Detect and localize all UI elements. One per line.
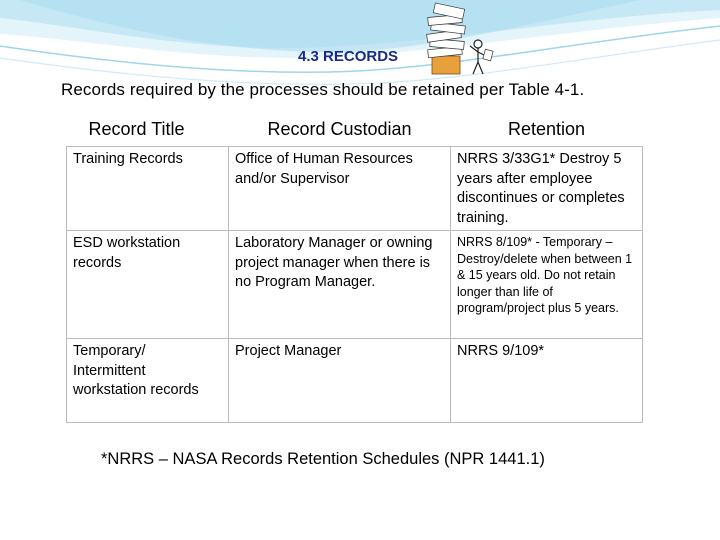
table-row: [67, 339, 643, 423]
header-record-title: Record Title: [88, 118, 185, 139]
retention-cell: NRRS 3/33G1* Destroy 5 years after employee discontinues or completes training.: [451, 147, 643, 231]
header-record-custodian: Record Custodian: [267, 118, 412, 139]
record-custodian-cell: Office of Human Resources and/or Supervisor: [229, 147, 451, 231]
table-row: [67, 231, 643, 339]
record-title-cell: ESD workstation records: [67, 231, 229, 339]
retention-cell: NRRS 8/109* - Temporary – Destroy/delete when between 1 & 15 years old. Do not retain longer than life of program/project plus 5 years.: [451, 231, 643, 339]
paperwork-stack-person-icon: [418, 0, 496, 78]
intro-text: Records required by the processes should be retained per Table 4-1.: [61, 80, 585, 99]
record-title-cell: Temporary/ Intermittent workstation records: [67, 339, 229, 423]
record-custodian-cell: Laboratory Manager or owning project manager when there is no Program Manager.: [229, 231, 451, 339]
table-row: [67, 147, 643, 231]
records-table: [66, 112, 643, 423]
slide-title: 4.3 RECORDS: [298, 48, 399, 65]
record-custodian-cell: Project Manager: [229, 339, 451, 423]
retention-cell: NRRS 9/109*: [451, 339, 643, 423]
footnote: *NRRS – NASA Records Retention Schedules (NPR 1441.1): [101, 450, 545, 468]
table-header-row: [67, 112, 643, 147]
record-title-cell: Training Records: [67, 147, 229, 231]
header-retention: Retention: [507, 118, 586, 139]
